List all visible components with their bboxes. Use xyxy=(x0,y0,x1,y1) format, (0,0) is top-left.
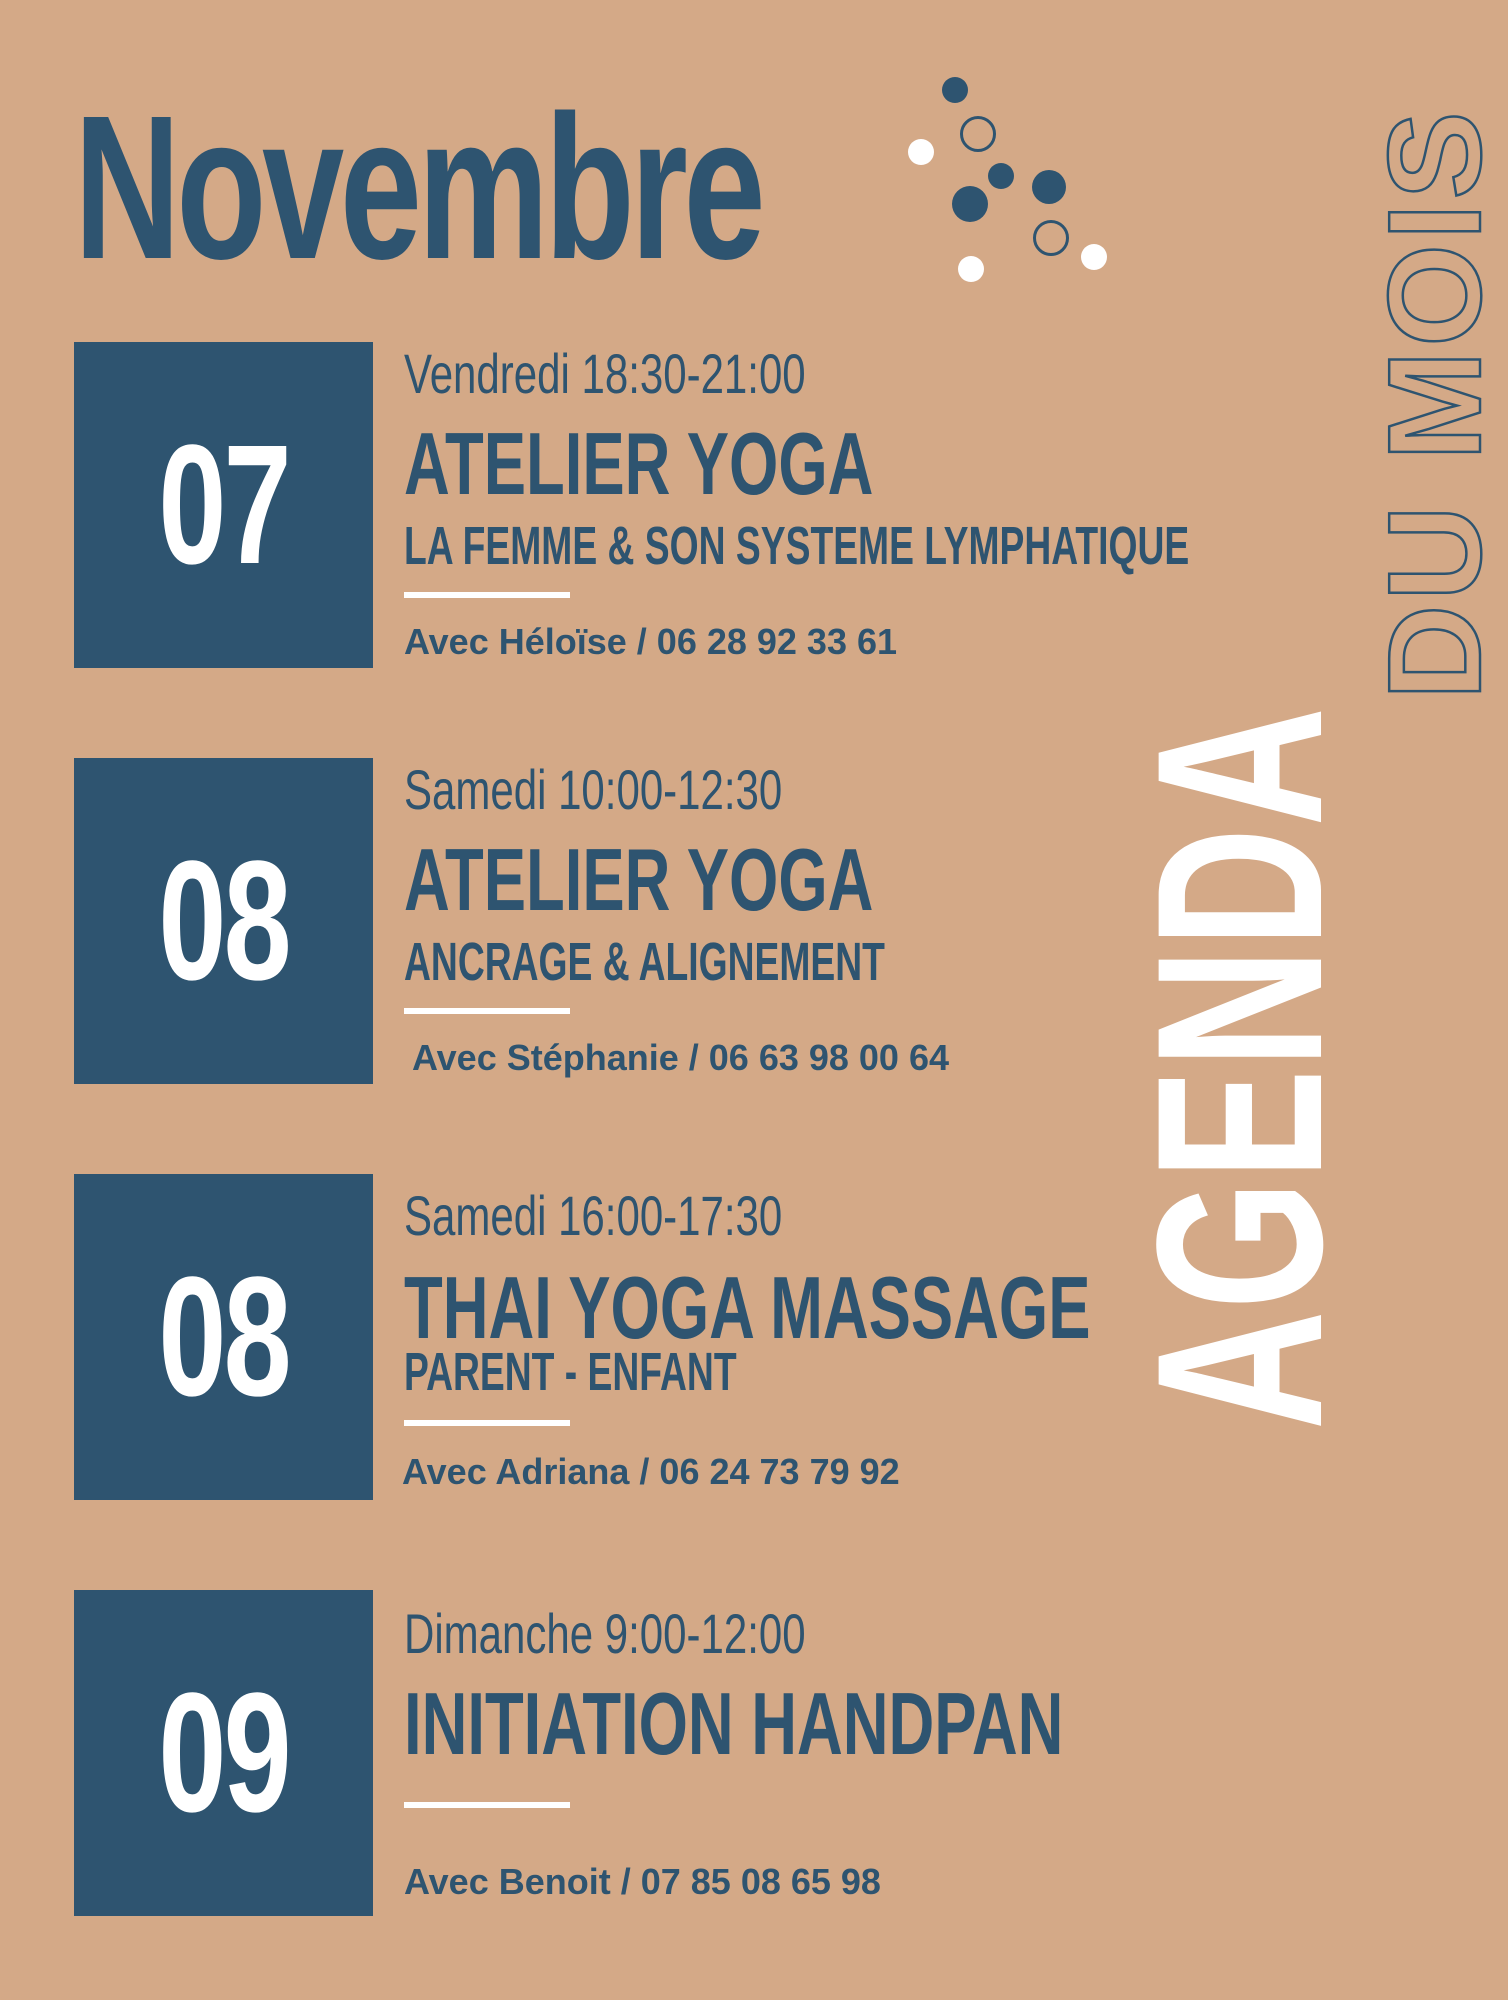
event-day: 08 xyxy=(158,1242,289,1432)
event-contact: Avec Benoit / 07 85 08 65 98 xyxy=(404,1861,881,1902)
divider xyxy=(404,592,570,598)
event-contact: Avec Adriana / 06 24 73 79 92 xyxy=(402,1451,900,1492)
event-title: ATELIER YOGA xyxy=(404,830,874,929)
event-day: 07 xyxy=(158,410,289,600)
event-subtitle: LA FEMME & SON SYSTEME LYMPHATIQUE xyxy=(404,516,1190,576)
event-time: Samedi 16:00-17:30 xyxy=(404,1184,783,1247)
event-item xyxy=(0,758,1150,1088)
dot-decoration xyxy=(1081,244,1107,270)
dot-decoration xyxy=(952,186,988,222)
event-title: INITIATION HANDPAN xyxy=(404,1674,1064,1773)
event-time: Dimanche 9:00-12:00 xyxy=(404,1602,806,1665)
divider xyxy=(404,1008,570,1014)
divider xyxy=(404,1420,570,1426)
dot-decoration xyxy=(960,116,996,152)
event-time: Samedi 10:00-12:30 xyxy=(404,758,783,821)
date-box xyxy=(74,758,373,1084)
agenda-vertical-title xyxy=(1108,395,1372,1430)
event-title: ATELIER YOGA xyxy=(404,414,874,513)
event-item xyxy=(0,342,1190,672)
event-day: 09 xyxy=(158,1658,289,1848)
dot-decoration xyxy=(942,77,968,103)
event-item xyxy=(0,1174,1150,1504)
event-day: 08 xyxy=(158,826,289,1016)
dot-decoration xyxy=(988,163,1014,189)
date-box xyxy=(74,342,373,668)
event-title: THAI YOGA MASSAGE xyxy=(404,1258,1091,1357)
date-box xyxy=(74,1590,373,1916)
event-subtitle: ANCRAGE & ALIGNEMENT xyxy=(404,932,885,992)
dot-decoration xyxy=(908,139,934,165)
event-subtitle: PARENT - ENFANT xyxy=(404,1342,737,1402)
event-contact: Avec Stéphanie / 06 63 98 00 64 xyxy=(412,1037,949,1078)
event-time: Vendredi 18:30-21:00 xyxy=(404,342,806,405)
agenda-label: AGENDA xyxy=(1108,705,1372,1430)
dot-decoration xyxy=(1033,220,1069,256)
dot-decoration xyxy=(1032,170,1066,204)
dot-decoration xyxy=(958,256,984,282)
date-box xyxy=(74,1174,373,1500)
page-title: Novembre xyxy=(74,73,762,302)
event-contact: Avec Héloïse / 06 28 92 33 61 xyxy=(404,621,898,662)
du-mois-label: DU MOIS xyxy=(1361,107,1508,700)
event-item xyxy=(0,1590,1150,1920)
divider xyxy=(404,1802,570,1808)
